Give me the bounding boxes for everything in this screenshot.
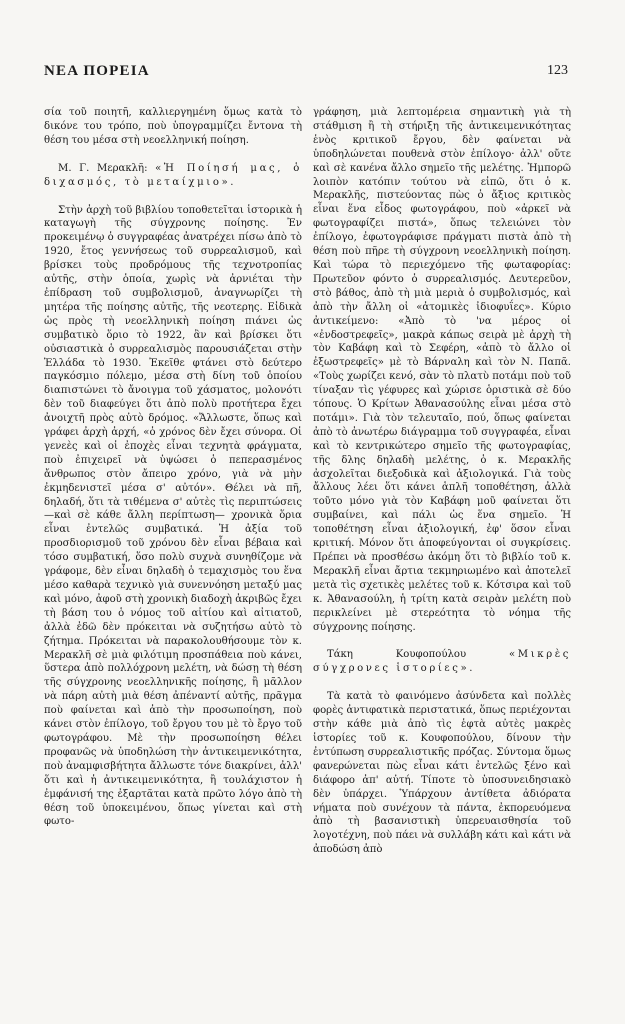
- paragraph: γράφηση, μιὰ λεπτομέρεια σημαντικὴ γιὰ τὴ στάθμιση ἢ τὴ στήριξη τῆς ἀντικειμενικότητας ἑνὸς κριτικοῦ ἔργου, δὲν φαίνεται νὰ ὑποδηλώνεται πουθενὰ στὸν ἐπίλογο· ἀλλ' οὔτε καὶ σὲ κανένα ἄλλο σημεῖο τῆς μελέτης. Ἠμπορῶ λοιπὸν κατόπιν τούτου νὰ εἰπῶ, ὅτι ὁ κ. Μερακλῆς, πιστεύοντας πὼς ὁ ἄξιος κριτικὸς εἶναι ἕνα εἶδος φωτογράφου, ποὺ «ἀρκεῖ νὰ φωτογραφίζει πιστά», ὅπως τελειώνει τὸν ἐπίλογο, ἐφωτογράφισε πράγματι πιστὰ ἀπὸ τὴ θέση ποὺ πῆρε τὴ σύγχρονη νεοελληνικὴ ποίηση. Καὶ τώρα τὸ περιεχόμενο τῆς φωταφορίας: Πρωτεῦον φόντο ὁ συρρεαλισμός. Δευτερεῦον, στὸ βάθος, ἀπὸ τὴ μιὰ μεριὰ ὁ συμβολισμός, καὶ ἀπὸ τὴν ἄλλη οἱ «ἀτομικὲς ἰδιοφυΐες». Κύριο ἀντικείμενο: «Ἀπὸ τὸ 'να μέρος οἱ «ἐνδοστρεφεῖς», μακρὰ κάπως σειρὰ μὲ ἀρχὴ τὴ τὸν Καβάφη καὶ τὸ Σεφέρη, «ἀπὸ τὸ ἄλλο οἱ ἐξωστρεφεῖς» μὲ τὸ Βάρναλη καὶ τὸν Ν. Παπᾶ. «Τοὺς χωρίζει κενό, σὰν τὸ πλατὺ ποτάμι ποὺ τοῦ τίναξαν τὶς γέφυρες καὶ χώρισε ὁριστικὰ σὲ δύο τόπους. Ὁ Κρίτων Ἀθανασούλης εἶναι μέσα στὸ ποτάμι». Γιὰ τὸν τελευταῖο, πού, ὅπως φαίνεται ἀπὸ τὸ ἀνωτέρω διάγραμμα τοῦ συγγραφέα, εἶναι καὶ τὸ κεντρικώτερο σημεῖο τῆς φωτογραφίας, τῆς δλης δηλαδὴ μελέτης, ὁ κ. Μερακλῆς ἀσχολεῖται διεξοδικὰ καὶ ἀξιολογικά. Γιὰ τοὺς ἄλλους λέει ὅτι κάνει ἁπλῆ τοποθέτηση, ἀλλὰ τοῦτο μόνο γιὰ τὸν Καβάφη μοῦ φαίνεται ὅτι συμβαίνει, καὶ πάλι ὡς ἕνα σημεῖο. Ἡ τοποθέτηση εἶναι ἀξιολογική, ἐφ' ὅσον εἶναι κριτική. Μόνον ὅτι ἀποφεύγονται οἱ συγκρίσεις. Πρέπει νὰ προσθέσω ἀκόμη ὅτι τὸ βιβλίο τοῦ κ. Μερακλῆ εἶναι ἄρτια τεκμηριωμένο καὶ ἀποτελεῖ μετὰ τὶς σχετικὲς μελέτες τοῦ κ. Κότσιρα καὶ τοῦ κ. Ἀθανασούλη, ἡ τρίτη κατὰ σειρὰν μελέτη ποὺ περικλείνει μὲ στερεότητα τὸ νόημα τῆς σύγχρονης ποίησης.: [313, 107, 571, 633]
- page-number: 123: [547, 63, 568, 78]
- reference-title: «Μικρὲς σύγχρονες ἱστορίες».: [313, 649, 571, 675]
- paragraph: σία τοῦ ποιητῆ, καλλιεργημένη ὅμως κατὰ τὸ δικόνε του τρόπο, ποὺ ὑπογραμμίζει ἔντονα τὴ θέση του μέσα στὴ νεοελληνική ποίηση.: [44, 107, 302, 146]
- page-header: [44, 63, 568, 85]
- left-column: [44, 106, 302, 829]
- review-reference: [313, 648, 571, 676]
- paragraph: Τὰ κατὰ τὸ φαινόμενο ἀσύνδετα καὶ πολλὲς φορὲς ἀντιφατικὰ περιστατικά, ὅπως περιέχονται στὴν κάθε μιὰ ἀπὸ τὶς ἑφτὰ αὐτὲς μακρὲς ἱστορίες τοῦ κ. Κουφοπούλου, δίνουν τὴν ἐντύπωση συρρεαλιστικῆς πρόζας. Σύντομα ὅμως φανερώνεται πὼς εἶναι κάτι ἐντελῶς ξένο καὶ διάφορο ἀπ' αὐτή. Τίποτε τὸ ὑποσυνειδησιακὸ δὲν ὑπάρχει. Ὑπάρχουν ἀντίθετα ἀδιόρατα νήματα ποὺ συνέχουν τὰ πάντα, ἐκπορευόμενα ἀπὸ τὴ βασανιστικὴ ὑπερευαισθησία τοῦ λογοτέχνη, ποὺ πάει νὰ συλλάβη κάτι καὶ κάτι νὰ ἀποδώση ἀπὸ: [313, 691, 571, 856]
- reference-author: Μ. Γ. Μερακλῆ:: [58, 162, 148, 174]
- journal-title: ΝΕΑ ΠΟΡΕΙΑ: [44, 63, 150, 79]
- paragraph: Στὴν ἀρχὴ τοῦ βιβλίου τοποθετεῖται ἱστορικὰ ἡ καταγωγὴ τῆς σύγχρονης ποίησης. Ἐν προκειμένῳ ὁ συγγραφέας ἀνατρέχει πίσω ἀπὸ τὸ 1920, ἔτος γεννήσεως τοῦ συρρεαλισμοῦ, καὶ βρίσκει τοὺς προδρόμους τῆς τεχνοτροπίας αὐτῆς, στὴν ὁποία, χωρὶς νὰ ἀρνιέται τὴν ἐπίδραση τοῦ συμβολισμοῦ, ἀναγνωρίζει τὴ μητέρα τῆς ποίησης αὐτῆς, τῆς νεοτερης. Εἰδικὰ ὡς πρὸς τὴ νεοελληνικὴ ποίηση πιάνει ὡς συμβατικὸ ὅριο τὸ 1922, ἂν καὶ βρίσκει ὅτι οὐσιαστικὰ ὁ συρρεαλισμὸς παρουσιάζεται στὴν Ἑλλάδα τὸ 1930. Ἐκεῖθε φτάνει στὸ δεύτερο παγκόσμιο πόλεμο, μέσα στὴ δίνη τοῦ ὁποίου διαπιστώνει τὸ ἄνοιγμα τοῦ χάσματος, μολονότι δὲν τοῦ διαφεύγει ὅτι ἀπὸ πολὺ προτήτερα ἔχει ἀνοιχτῆ πρὸς αὐτὸ δρόμος. «Ἄλλωστε, ὅπως καὶ γράφει ἀρχὴ ἀρχή, «ὁ χρόνος δὲν ἔχει σύνορα. Οἱ γενεὲς καὶ οἱ ἐποχὲς εἶναι τεχνητὰ φράγματα, ποὺ ἐπιχειρεῖ νὰ ὑψώσει ὁ πεπερασμένος ἄνθρωπος στὸν ἄπειρο χρόνο, γιὰ νὰ μὴν ἐκμηδενιστεῖ μέσα σ' αὐτόν». Θέλει νὰ πῆ, δηλαδή, ὅτι τὰ τιθέμενα σ' αὐτὲς τὶς περιπτώσεις —καὶ σὲ κάθε ἄλλη περίπτωση— χρονικὰ ὅρια εἶναι ἐντελῶς συμβατικά. Ἡ ἀξία τοῦ προσδιορισμοῦ τοῦ χρόνου δὲν εἶναι βέβαια καὶ τόσο συμβατική, ὅσο πολὺ συχνὰ συνηθίζομε νὰ γράφομε, δὲν εἶναι δηλαδὴ ὁ τεμαχισμὸς του ἕνα μέσο καθαρὰ τεχνικὸ γιὰ συνεννόηση μεταξύ μας καὶ μόνο, ἀφοῦ στὴ χρονικὴ διαδοχὴ ἀκριβῶς ἔχει τὴ βάση του ὁ νόμος τοῦ αἰτίου καὶ αἰτιατοῦ, ἀλλὰ ἐδῶ δὲν πρόκειται νὰ συζητήσω αὐτὸ τὸ ζήτημα. Πρόκειται νὰ παρακολουθήσουμε τὸν κ. Μερακλῆ σὲ μιὰ φιλότιμη προσπάθεια ποὺ κάνει, ὕστερα ἀπὸ πολλόχρονη μελέτη, νὰ δώσῃ τὴ θέση τῆς σύγχρονης νεοελληνικῆς ποίησης, ἢ μᾶλλον νὰ πάρη αὐτὴ μιὰ θέση ἀπέναντί αὐτῆς, πρᾶγμα ποὺ φαίνεται καὶ ἀπὸ τὴν προσωποίηση, ποὺ κάνει στὸν ἐπίλογο, τοῦ ἔργου του μὲ τὸ ἔργο τοῦ φωτογράφου. Μὲ τὴν προσωποίηση θέλει προφανῶς νὰ ὑποδηλώση τὴν ἀντικειμενικότητα, ποὺ ἀναμφισβήτητα ἄλλωστε τόνε διακρίνει, ἀλλ' ὅτι καὶ ἡ ἀντικειμενικότητα, ἢ τουλάχιστον ἡ ἐμφάνισή της ἐξαρτᾶται κατὰ πρῶτο λόγο ἀπὸ τὴ θέση τοῦ ὑποκειμένου, ὅπως γίνεται καὶ στὴ φωτο-: [44, 204, 302, 828]
- reference-title: «Ἡ Ποίησή μας, ὁ διχασμός, τὸ μεταίχμιο».: [44, 162, 302, 188]
- reference-author: Τάκη Κουφοπούλου: [327, 649, 467, 661]
- right-column: [313, 106, 571, 857]
- review-reference: [44, 162, 302, 190]
